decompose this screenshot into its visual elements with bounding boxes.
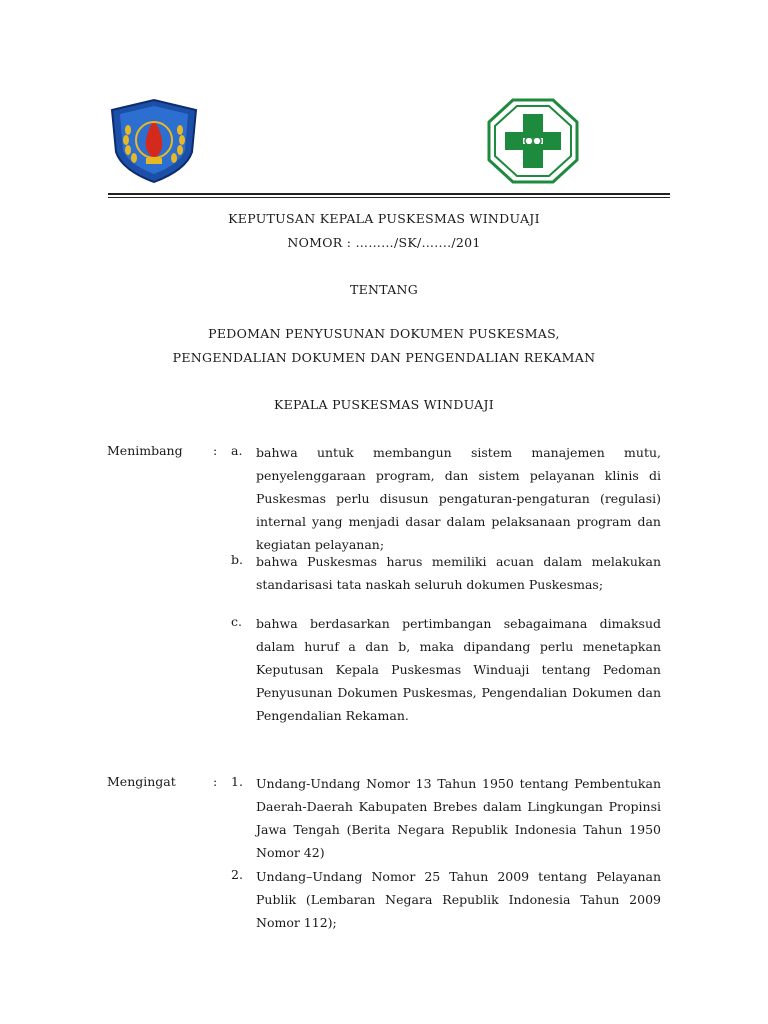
item-marker: c. [231,614,242,629]
decree-subject-line2: PENGENDALIAN DOKUMEN DAN PENGENDALIAN REKAMAN [172,350,596,365]
item-marker: 1. [231,774,243,789]
item-marker: 2. [231,867,243,882]
menimbang-label: Menimbang [107,443,183,458]
mengingat-colon: : [213,774,218,789]
decree-number: NOMOR : ………/SK/…..../201 [287,235,481,250]
item-marker: b. [231,552,243,567]
letterhead-divider-thin [108,197,670,198]
item-text: bahwa untuk membangun sistem manajemen mutu, penyelenggaraan program, dan sistem pelayanan klinis di Puskesmas perlu disusun pengaturan-pengaturan (regulasi) internal yang menjadi dasar dalam pelaksanaan program dan kegiatan pelayanan; [256,445,661,552]
puskesmas-cross-logo-icon [487,98,579,184]
item-marker: a. [231,443,243,458]
letterhead [0,0,768,200]
menimbang-colon: : [213,443,218,458]
brebes-regency-emblem-icon [106,96,202,184]
decree-title: KEPUTUSAN KEPALA PUSKESMAS WINDUAJI [228,211,540,226]
item-text: bahwa Puskesmas harus memiliki acuan dalam melakukan standarisasi tata naskah seluruh dokumen Puskesmas; [256,554,661,592]
letterhead-divider-thick [108,193,670,195]
item-text: bahwa berdasarkan pertimbangan sebagaimana dimaksud dalam huruf a dan b, maka dipandang perlu menetapkan Keputusan Kepala Puskesmas Winduaji tentang Pedoman Penyusunan Dokumen Puskesmas, Pengendalian Dokumen dan Pengendalian Rekaman. [256,616,661,723]
item-text: Undang-Undang Nomor 13 Tahun 1950 tentang Pembentukan Daerah-Daerah Kabupaten Brebes dalam Lingkungan Propinsi Jawa Tengah (Berita Negara Republik Indonesia Tahun 1950 Nomor 42) [256,776,661,860]
tentang-heading: TENTANG [349,282,419,297]
decree-subject-line1: PEDOMAN PENYUSUNAN DOKUMEN PUSKESMAS, [208,326,560,341]
item-text: Undang–Undang Nomor 25 Tahun 2009 tentang Pelayanan Publik (Lembaran Negara Republik Indonesia Tahun 2009 Nomor 112); [256,869,661,930]
decree-issuer: KEPALA PUSKESMAS WINDUAJI [273,397,495,412]
mengingat-label: Mengingat [107,774,176,789]
